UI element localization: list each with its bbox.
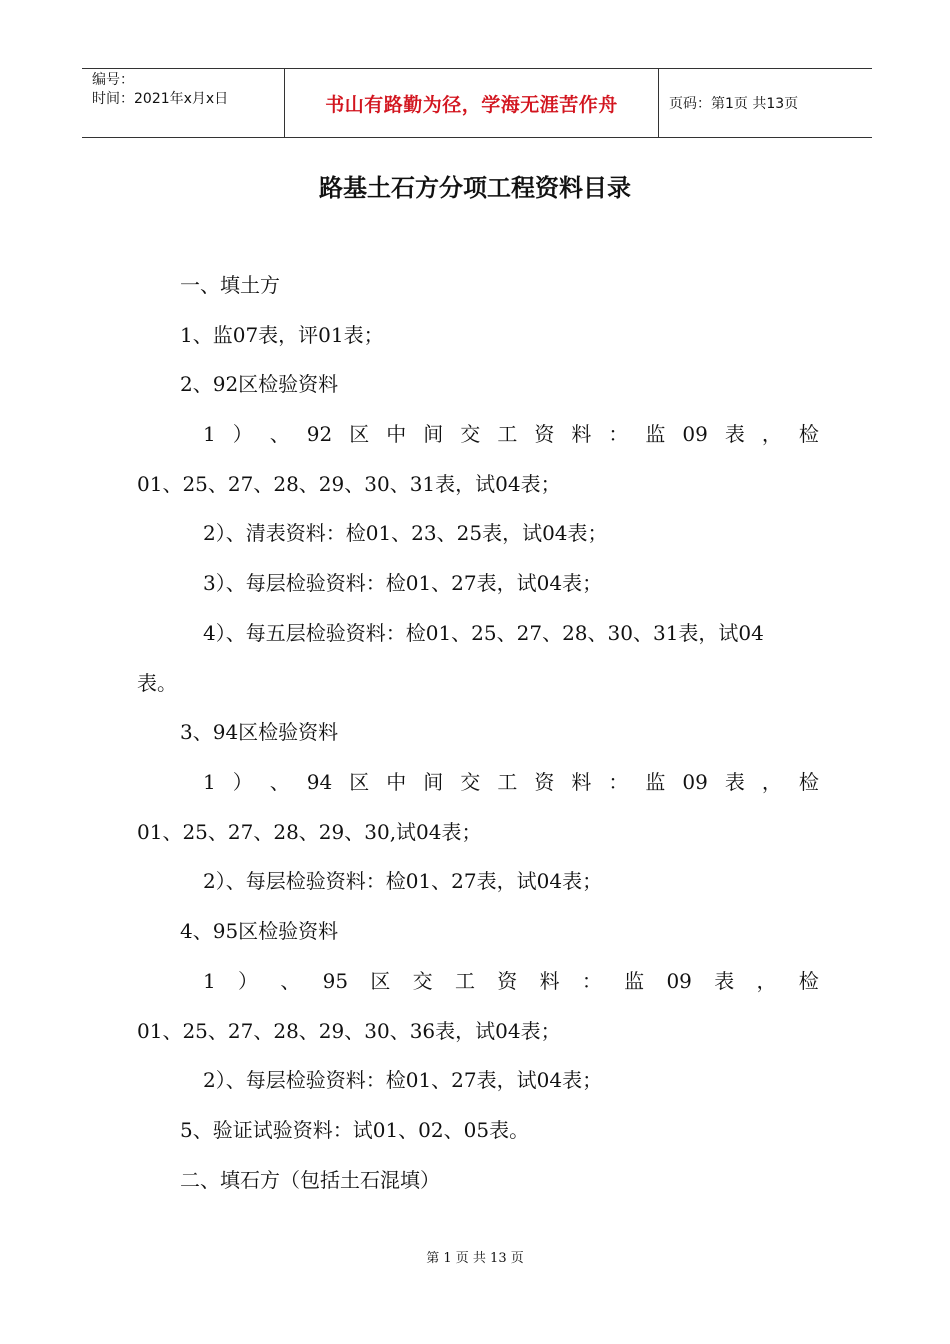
list-item: 01、25、27、28、29、30、31表，试04表； — [137, 472, 561, 496]
text-token: 工 — [497, 770, 518, 794]
text-token: 区 — [349, 770, 370, 794]
text-token: ， — [761, 770, 782, 794]
text-token: ： — [608, 770, 629, 794]
text-token: ） — [232, 422, 253, 446]
text-token: 检 — [798, 770, 819, 794]
text-token: 料 — [571, 770, 592, 794]
text-token: 、 — [269, 770, 290, 794]
text-token: 交 — [460, 422, 481, 446]
text-token: 交 — [460, 770, 481, 794]
text-token: 表 — [724, 770, 745, 794]
time-label: 时间：2021年x月x日 — [92, 91, 229, 107]
list-item: 2）、清表资料：检01、23、25表，试04表； — [203, 521, 608, 545]
text-token: 09 — [682, 770, 708, 794]
text-token: 1 — [203, 422, 216, 446]
text-token: 资 — [534, 770, 555, 794]
text-token: 区 — [349, 422, 370, 446]
list-item: 3、94区检验资料 — [180, 720, 339, 744]
text-token: 工 — [497, 422, 518, 446]
text-token: 1 — [203, 969, 216, 993]
text-token: 、 — [269, 422, 290, 446]
text-token: ） — [232, 770, 253, 794]
text-token: 资 — [534, 422, 555, 446]
text-token: 92 — [306, 422, 333, 446]
text-token: 料 — [539, 969, 560, 993]
text-token: 1 — [203, 770, 216, 794]
number-label: 编号： — [92, 72, 134, 88]
text-token: 工 — [454, 969, 475, 993]
text-token: 监 — [645, 770, 666, 794]
list-item: 2、92区检验资料 — [180, 372, 339, 396]
text-token: ， — [761, 422, 782, 446]
justified-line — [203, 767, 819, 797]
text-token: ： — [608, 422, 629, 446]
justified-line — [203, 419, 819, 449]
text-token: 间 — [423, 770, 444, 794]
text-token: 交 — [412, 969, 433, 993]
list-item: 3）、每层检验资料：检01、27表，试04表； — [203, 571, 603, 595]
list-item: 2）、每层检验资料：检01、27表，试04表； — [203, 869, 603, 893]
text-token: 料 — [571, 422, 592, 446]
document-title: 路基土石方分项工程资料目录 — [319, 174, 631, 202]
header-motto: 书山有路勤为径，学海无涯苦作舟 — [284, 69, 659, 137]
page-footer: 第 1 页 共 13 页 — [426, 1251, 524, 1266]
list-item: 01、25、27、28、29、30、36表，试04表； — [137, 1019, 561, 1043]
text-token: 表 — [714, 969, 735, 993]
text-token: ： — [581, 969, 602, 993]
list-item: 1、监07表，评01表； — [180, 323, 384, 347]
text-token: 95 — [322, 969, 349, 993]
text-token: 监 — [624, 969, 645, 993]
text-token: 表 — [724, 422, 745, 446]
text-token: 09 — [682, 422, 708, 446]
page-header — [82, 68, 872, 138]
section-heading: 一、填土方 — [180, 273, 280, 297]
header-page-info: 页码：第1页 共13页 — [669, 96, 799, 112]
list-item: 4、95区检验资料 — [180, 919, 339, 943]
text-token: ， — [756, 969, 777, 993]
list-item: 4）、每五层检验资料：检01、25、27、28、30、31表，试04 — [203, 621, 764, 645]
text-token: 资 — [497, 969, 518, 993]
text-token: 监 — [645, 422, 666, 446]
list-item: 01、25、27、28、29、30,试04表； — [137, 820, 482, 844]
list-item: 表。 — [137, 671, 177, 695]
header-meta — [82, 69, 284, 137]
text-token: 检 — [798, 422, 819, 446]
text-token: 、 — [280, 969, 301, 993]
text-token: 94 — [306, 770, 333, 794]
text-token: 检 — [798, 969, 819, 993]
justified-line — [203, 966, 819, 996]
section-heading: 二、填石方（包括土石混填） — [180, 1168, 440, 1192]
text-token: 中 — [386, 422, 407, 446]
list-item: 2）、每层检验资料：检01、27表，试04表； — [203, 1068, 603, 1092]
text-token: 间 — [423, 422, 444, 446]
text-token: ） — [238, 969, 259, 993]
list-item: 5、验证试验资料：试01、02、05表。 — [180, 1118, 530, 1142]
text-token: 区 — [370, 969, 391, 993]
text-token: 中 — [386, 770, 407, 794]
text-token: 09 — [666, 969, 692, 993]
